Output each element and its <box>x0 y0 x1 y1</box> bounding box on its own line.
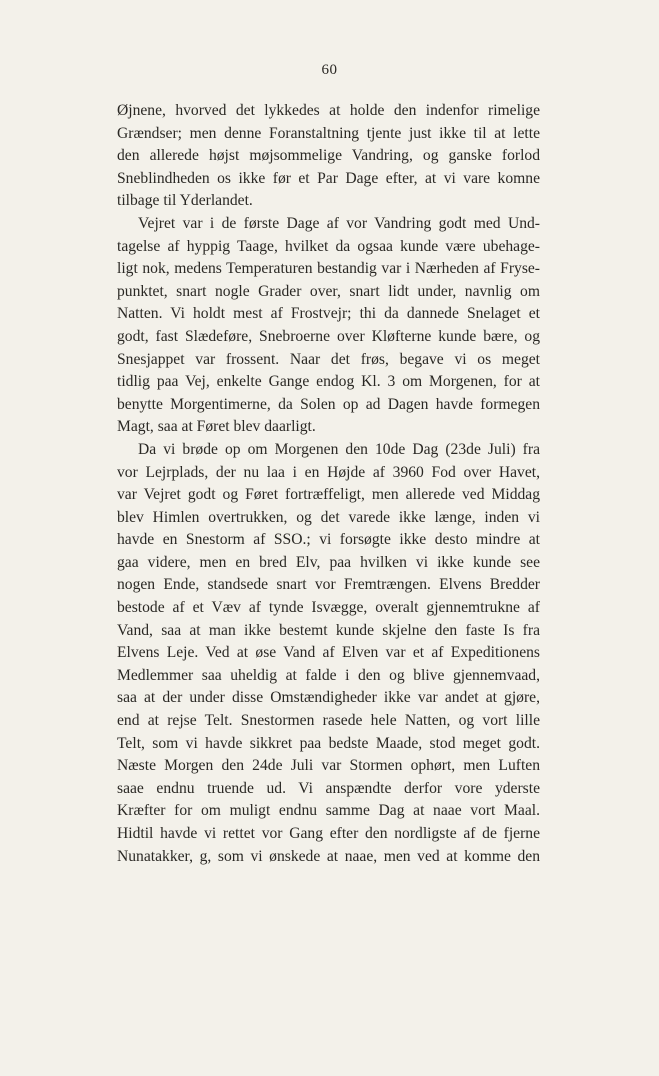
text-line: Næste Morgen den 24de Juli var Stormen ophørt, men Luften <box>117 757 540 775</box>
text-line: blev Himlen overtrukken, og det varede ikke længe, inden vi <box>117 508 540 526</box>
text-line: punktet, snart nogle Grader over, snart lidt under, navnlig om <box>117 282 540 300</box>
text-line: Øjnene, hvorved det lykkedes at holde den indenfor rimelige <box>117 102 540 119</box>
text-line: saae endnu truende ud. Vi anspændte derfor vore yderste <box>117 779 540 797</box>
body-text <box>117 100 540 868</box>
text-line: vor Lejrplads, der nu laa i en Højde af 3960 Fod over Havet, <box>117 463 540 481</box>
text-line: godt, fast Slædeføre, Snebroerne over Kløfterne kunde bære, og <box>117 327 540 345</box>
text-line: saa at der under disse Omstændigheder ikke var andet at gjøre, <box>117 689 540 707</box>
text-line: den allerede højst møjsommelige Vandring, og ganske forlod <box>117 147 540 165</box>
text-line: Da vi brøde op om Morgenen den 10de Dag (23de Juli) fra <box>138 440 540 458</box>
text-line: gaa videre, men en bred Elv, paa hvilken vi ikke kunde see <box>117 553 540 571</box>
text-line: Hidtil havde vi rettet vor Gang efter den nordligste af de fjerne <box>117 825 540 842</box>
text-line: Nunatakker, g, som vi ønskede at naae, men ved at komme den <box>117 847 540 865</box>
text-line: benytte Morgentimerne, da Solen op ad Dagen havde formegen <box>117 395 540 413</box>
text-line: Kræfter for om muligt endnu samme Dag at naae vort Maal. <box>117 802 540 820</box>
text-line: tidlig paa Vej, enkelte Gange endog Kl. 3 om Morgenen, for at <box>117 373 540 391</box>
text-line: Telt, som vi havde sikkret paa bedste Maade, stod meget godt. <box>117 734 540 752</box>
text-line: Snesjappet var frossent. Naar det frøs, begave vi os meget <box>117 350 540 368</box>
text-line: Grændser; men denne Foranstaltning tjente just ikke til at lette <box>117 124 540 142</box>
text-line: Vand, saa at man ikke bestemt kunde skjelne den faste Is fra <box>117 621 540 639</box>
text-line: tilbage til Yderlandet. <box>117 192 253 210</box>
text-line: nogen Ende, standsede snart vor Fremtrængen. Elvens Bredder <box>117 576 540 594</box>
text-line: Sneblindheden os ikke før et Par Dage efter, at vi vare komne <box>117 169 540 187</box>
text-line: var Vejret godt og Føret fortræffeligt, men allerede ved Middag <box>117 486 540 504</box>
text-line: Vejret var i de første Dage af vor Vandring godt med Und- <box>138 214 540 232</box>
text-line: Magt, saa at Føret blev daarligt. <box>117 418 316 436</box>
text-line: Elvens Leje. Ved at øse Vand af Elven var et af Expeditionens <box>117 644 540 662</box>
page-number: 60 <box>321 62 338 78</box>
text-line: end at rejse Telt. Snestormen rasede hele Natten, og vort lille <box>117 712 540 730</box>
text-line: bestode af et Væv af tynde Isvægge, overalt gjennemtrukne af <box>117 599 540 617</box>
text-line: tagelse af hyppig Taage, hvilket da ogsaa kunde være ubehage- <box>117 237 540 255</box>
text-line: havde en Snestorm af SSO.; vi forsøgte ikke desto mindre at <box>117 531 540 549</box>
text-line: ligt nok, medens Temperaturen bestandig var i Nærheden af Fryse- <box>117 260 540 278</box>
text-line: Medlemmer saa uheldig at falde i den og blive gjennemvaad, <box>117 666 540 684</box>
text-line: Natten. Vi holdt mest af Frostvejr; thi da dannede Snelaget et <box>117 305 540 323</box>
